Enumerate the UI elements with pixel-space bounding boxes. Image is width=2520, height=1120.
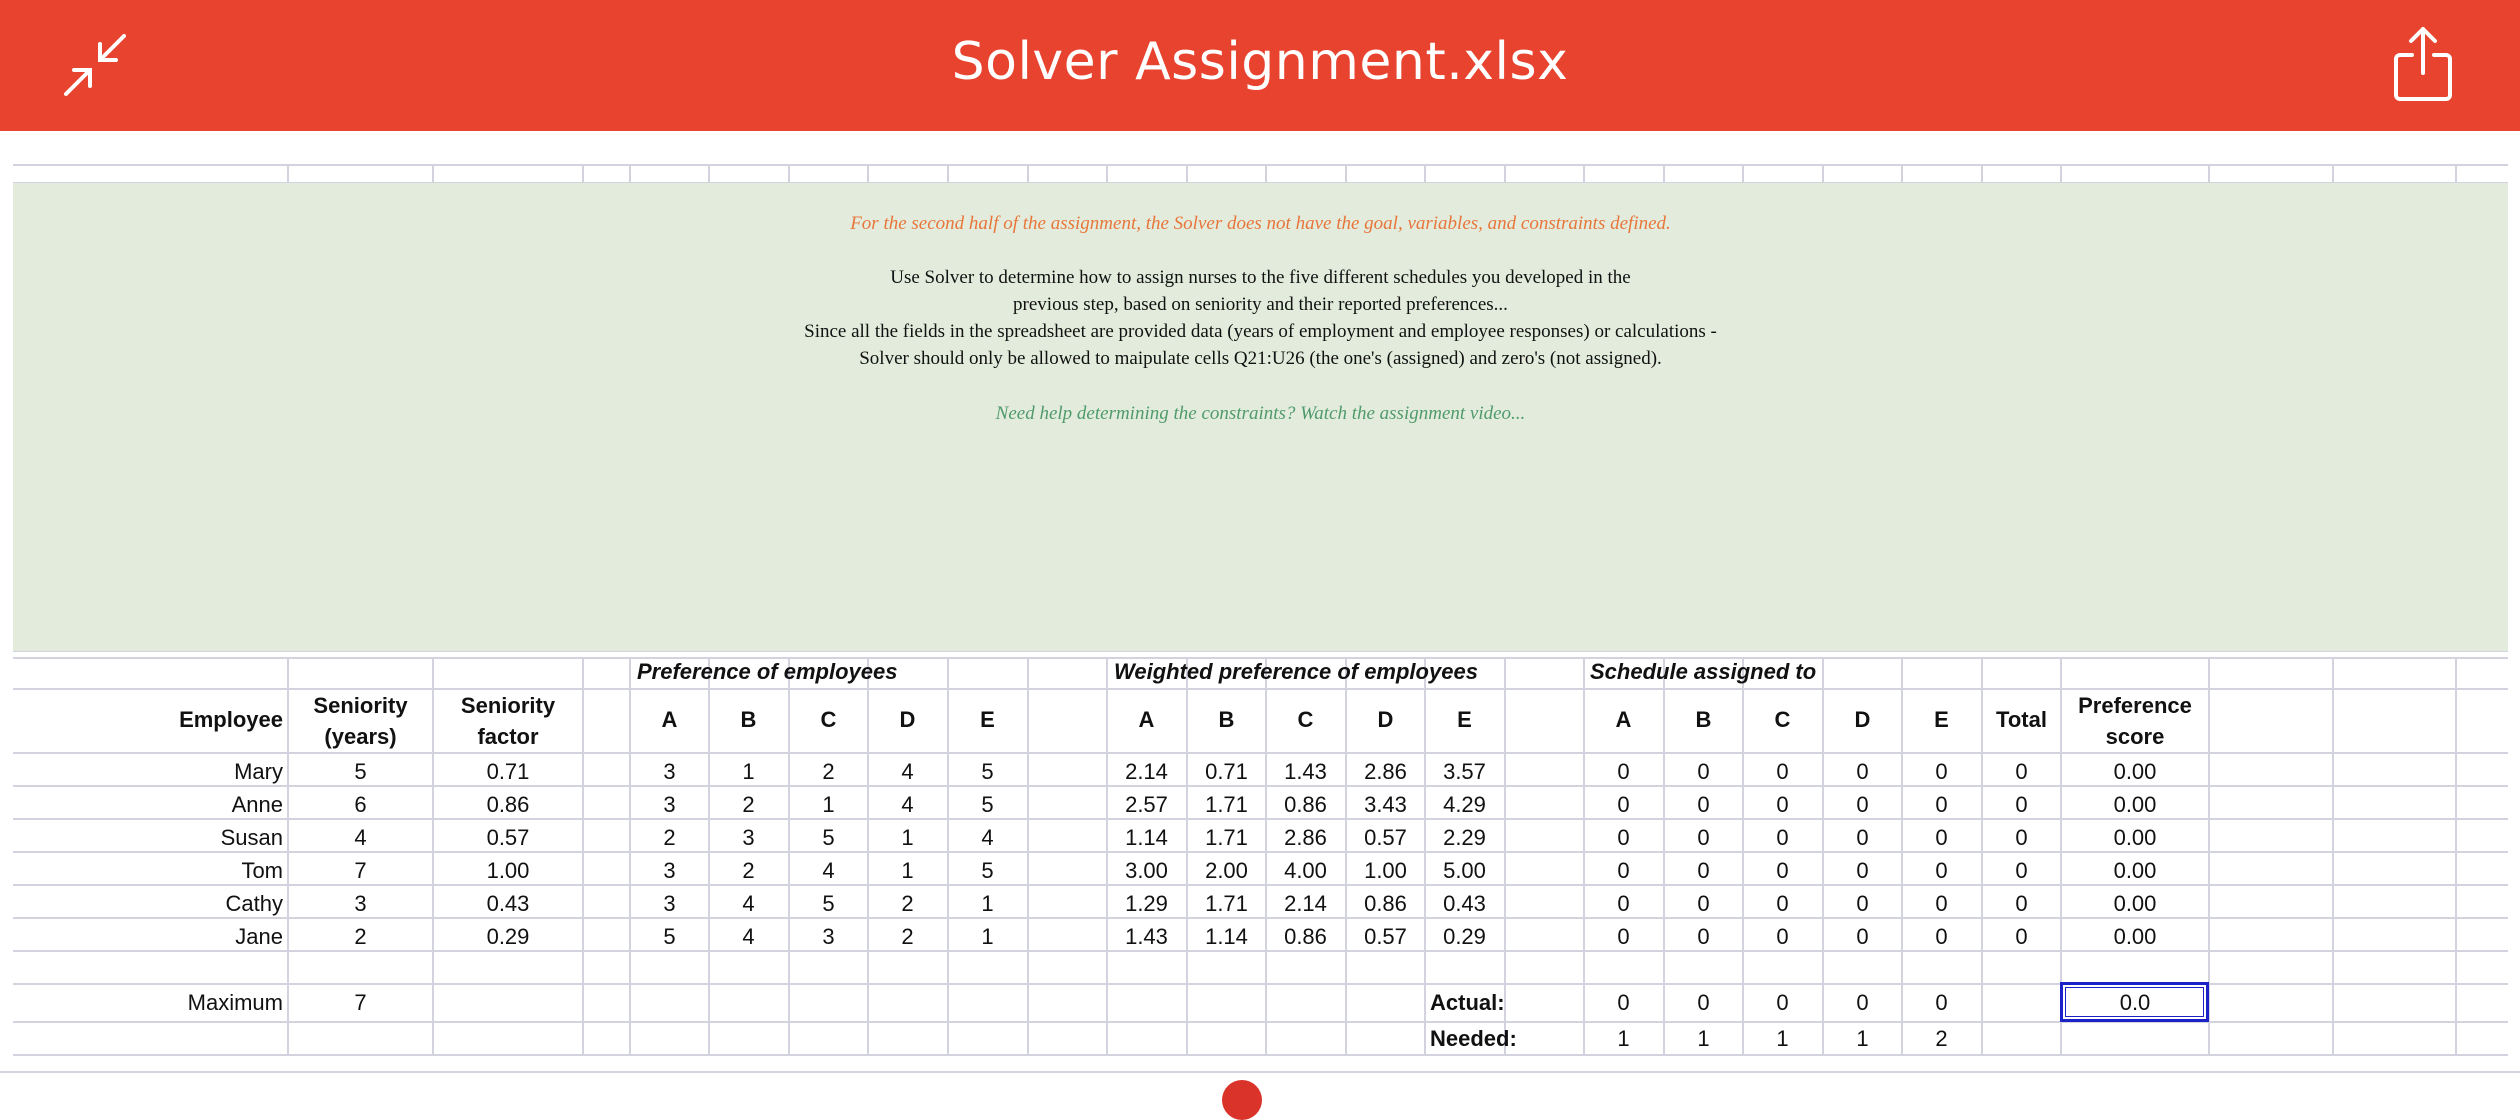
group-header-preference[interactable]: Preference of employees [637,659,898,684]
preference-cell[interactable]: 1 [822,792,835,817]
preference-cell[interactable]: 2 [742,792,755,817]
seniority-years-cell[interactable]: 5 [354,759,367,784]
schedule-assigned-cell[interactable]: 0 [1617,759,1630,784]
seniority-factor-cell[interactable]: 0.43 [486,891,530,916]
schedule-assigned-cell[interactable]: 0 [1697,924,1710,949]
maximum-label[interactable]: Maximum [187,990,283,1015]
seniority-years-cell[interactable]: 6 [354,792,367,817]
preference-cell[interactable]: 4 [742,891,755,916]
header-weighted-col-2[interactable]: C [1297,707,1314,732]
total-cell[interactable]: 0 [2015,858,2028,883]
schedule-assigned-cell[interactable]: 0 [1935,759,1948,784]
preference-cell[interactable]: 3 [742,825,755,850]
weighted-preference-cell[interactable]: 0.86 [1284,924,1327,949]
preference-cell[interactable]: 4 [742,924,755,949]
header-pref-col-1[interactable]: B [740,707,757,732]
weighted-preference-cell[interactable]: 2.86 [1284,825,1327,850]
header-seniority-factor-line2[interactable]: factor [477,724,539,749]
header-seniority-years-line1[interactable]: Seniority [313,693,408,718]
weighted-preference-cell[interactable]: 4.29 [1443,792,1486,817]
weighted-preference-cell[interactable]: 0.29 [1443,924,1486,949]
header-pref-col-0[interactable]: A [661,707,678,732]
weighted-preference-cell[interactable]: 1.71 [1205,825,1248,850]
total-cell[interactable]: 0 [2015,825,2028,850]
preference-cell[interactable]: 1 [901,825,914,850]
weighted-preference-cell[interactable]: 4.00 [1284,858,1327,883]
weighted-preference-cell[interactable]: 2.86 [1364,759,1407,784]
group-header-schedule[interactable]: Schedule assigned to [1590,659,1817,684]
header-preference-score-line2[interactable]: score [2105,724,2165,749]
weighted-preference-cell[interactable]: 0.86 [1364,891,1407,916]
seniority-years-cell[interactable]: 7 [354,858,367,883]
weighted-preference-cell[interactable]: 1.14 [1125,825,1168,850]
weighted-preference-cell[interactable]: 1.71 [1205,792,1248,817]
preference-cell[interactable]: 5 [981,759,994,784]
schedule-assigned-cell[interactable]: 0 [1617,858,1630,883]
schedule-assigned-cell[interactable]: 0 [1856,792,1869,817]
weighted-preference-cell[interactable]: 0.71 [1205,759,1248,784]
employee-name-cell[interactable]: Cathy [225,891,283,916]
weighted-preference-cell[interactable]: 0.86 [1284,792,1327,817]
actual-count-cell[interactable]: 0 [1697,990,1710,1015]
header-seniority-years-line2[interactable]: (years) [324,724,397,749]
actual-preference-score[interactable]: 0.0 [2119,990,2151,1015]
schedule-assigned-cell[interactable]: 0 [1776,858,1789,883]
preference-cell[interactable]: 5 [822,891,835,916]
page-indicator-icon[interactable] [1222,1080,1262,1120]
schedule-assigned-cell[interactable]: 0 [1697,792,1710,817]
weighted-preference-cell[interactable]: 1.00 [1364,858,1407,883]
header-weighted-col-0[interactable]: A [1138,707,1155,732]
header-schedule-col-3[interactable]: D [1854,707,1871,732]
schedule-assigned-cell[interactable]: 0 [1856,924,1869,949]
weighted-preference-cell[interactable]: 1.43 [1284,759,1327,784]
weighted-preference-cell[interactable]: 0.57 [1364,924,1407,949]
preference-cell[interactable]: 2 [742,858,755,883]
preference-cell[interactable]: 5 [663,924,676,949]
seniority-years-cell[interactable]: 4 [354,825,367,850]
header-weighted-col-1[interactable]: B [1218,707,1235,732]
schedule-assigned-cell[interactable]: 0 [1935,924,1948,949]
actual-count-cell[interactable]: 0 [1776,990,1789,1015]
preference-score-cell[interactable]: 0.00 [2113,825,2157,850]
header-schedule-col-1[interactable]: B [1695,707,1712,732]
needed-count-cell[interactable]: 1 [1856,1026,1869,1051]
banner-line-2: previous step, based on seniority and their reported preferences... [1013,294,1508,315]
preference-cell[interactable]: 4 [901,792,914,817]
preference-score-cell[interactable]: 0.00 [2113,891,2157,916]
banner-line-1: Use Solver to determine how to assign nurses to the five different schedules you developed in the [890,267,1631,288]
weighted-preference-cell[interactable]: 3.43 [1364,792,1407,817]
group-header-weighted[interactable]: Weighted preference of employees [1114,659,1478,684]
schedule-assigned-cell[interactable]: 0 [1697,891,1710,916]
seniority-years-cell[interactable]: 3 [354,891,367,916]
preference-cell[interactable]: 1 [981,891,994,916]
schedule-assigned-cell[interactable]: 0 [1935,891,1948,916]
schedule-assigned-cell[interactable]: 0 [1617,891,1630,916]
banner-help-link: Need help determining the constraints? Watch the assignment video... [995,403,1526,424]
weighted-preference-cell[interactable]: 3.00 [1125,858,1168,883]
schedule-assigned-cell[interactable]: 0 [1776,759,1789,784]
preference-cell[interactable]: 3 [663,858,676,883]
schedule-assigned-cell[interactable]: 0 [1935,858,1948,883]
actual-count-cell[interactable]: 0 [1935,990,1948,1015]
needed-count-cell[interactable]: 1 [1697,1026,1710,1051]
header-pref-col-3[interactable]: D [899,707,916,732]
preference-cell[interactable]: 3 [663,792,676,817]
schedule-assigned-cell[interactable]: 0 [1856,759,1869,784]
preference-score-cell[interactable]: 0.00 [2113,924,2157,949]
preference-cell[interactable]: 1 [981,924,994,949]
needed-count-cell[interactable]: 1 [1617,1026,1630,1051]
preference-cell[interactable]: 2 [663,825,676,850]
actual-label[interactable]: Actual: [1430,990,1505,1015]
schedule-assigned-cell[interactable]: 0 [1935,792,1948,817]
actual-count-cell[interactable]: 0 [1856,990,1869,1015]
seniority-years-cell[interactable]: 2 [354,924,367,949]
schedule-assigned-cell[interactable]: 0 [1776,792,1789,817]
preference-cell[interactable]: 4 [981,825,994,850]
weighted-preference-cell[interactable]: 1.71 [1205,891,1248,916]
schedule-assigned-cell[interactable]: 0 [1935,825,1948,850]
preference-cell[interactable]: 3 [663,759,676,784]
employee-name-cell[interactable]: Jane [235,924,283,949]
preference-score-cell[interactable]: 0.00 [2113,858,2157,883]
header-seniority-factor-line1[interactable]: Seniority [460,693,556,718]
preference-score-cell[interactable]: 0.00 [2113,759,2157,784]
seniority-factor-cell[interactable]: 0.71 [486,759,530,784]
schedule-assigned-cell[interactable]: 0 [1617,924,1630,949]
preference-cell[interactable]: 3 [663,891,676,916]
schedule-assigned-cell[interactable]: 0 [1697,858,1710,883]
header-schedule-col-0[interactable]: A [1615,707,1632,732]
header-weighted-col-3[interactable]: D [1377,707,1394,732]
employee-name-cell[interactable]: Anne [231,792,283,817]
header-employee[interactable]: Employee [179,707,283,732]
schedule-assigned-cell[interactable]: 0 [1856,825,1869,850]
employee-name-cell[interactable]: Susan [220,825,283,850]
total-cell[interactable]: 0 [2015,891,2028,916]
weighted-preference-cell[interactable]: 0.57 [1364,825,1407,850]
preference-cell[interactable]: 3 [822,924,835,949]
weighted-preference-cell[interactable]: 1.29 [1125,891,1168,916]
header-pref-col-2[interactable]: C [820,707,837,732]
banner-line-3: Since all the fields in the spreadsheet are provided data (years of employment and employee responses) or calculations - [804,321,1717,342]
weighted-preference-cell[interactable]: 2.00 [1205,858,1248,883]
schedule-assigned-cell[interactable]: 0 [1617,825,1630,850]
selected-cell-indicator[interactable] [2060,982,2209,1022]
banner-line-4: Solver should only be allowed to maipulate cells Q21:U26 (the one's (assigned) and zero's (not assigned). [859,348,1662,369]
document-title: Solver Assignment.xlsx [951,32,1569,92]
weighted-preference-cell[interactable]: 0.43 [1443,891,1486,916]
preference-cell[interactable]: 4 [822,858,835,883]
preference-cell[interactable]: 4 [901,759,914,784]
weighted-preference-cell[interactable]: 3.57 [1443,759,1486,784]
seniority-factor-cell[interactable]: 0.86 [486,792,530,817]
preference-cell[interactable]: 1 [901,858,914,883]
seniority-factor-cell[interactable]: 0.29 [486,924,530,949]
preference-cell[interactable]: 5 [822,825,835,850]
header-preference-score-line1[interactable]: Preference [2078,693,2192,718]
schedule-assigned-cell[interactable]: 0 [1697,759,1710,784]
schedule-assigned-cell[interactable]: 0 [1697,825,1710,850]
needed-count-cell[interactable]: 2 [1935,1026,1948,1051]
header-weighted-col-4[interactable]: E [1457,707,1472,732]
needed-count-cell[interactable]: 1 [1776,1026,1789,1051]
preference-cell[interactable]: 5 [981,858,994,883]
weighted-preference-cell[interactable]: 2.14 [1284,891,1327,916]
maximum-value[interactable]: 7 [354,990,367,1015]
banner-note: For the second half of the assignment, the Solver does not have the goal, variables, and constraints defined. [850,213,1671,234]
seniority-factor-cell[interactable]: 0.57 [486,825,530,850]
weighted-preference-cell[interactable]: 1.43 [1125,924,1168,949]
header-schedule-col-2[interactable]: C [1774,707,1791,732]
schedule-assigned-cell[interactable]: 0 [1856,891,1869,916]
weighted-preference-cell[interactable]: 5.00 [1443,858,1486,883]
header-pref-col-4[interactable]: E [980,707,995,732]
header-schedule-col-4[interactable]: E [1934,707,1949,732]
preference-cell[interactable]: 2 [822,759,835,784]
preference-cell[interactable]: 5 [981,792,994,817]
preference-cell[interactable]: 2 [901,924,914,949]
schedule-assigned-cell[interactable]: 0 [1856,858,1869,883]
schedule-assigned-cell[interactable]: 0 [1776,924,1789,949]
employee-name-cell[interactable]: Mary [234,759,283,784]
employee-name-cell[interactable]: Tom [241,858,283,883]
needed-label[interactable]: Needed: [1430,1026,1517,1051]
actual-count-cell[interactable]: 0 [1617,990,1630,1015]
preference-cell[interactable]: 2 [901,891,914,916]
header-total[interactable]: Total [1996,707,2047,732]
seniority-factor-cell[interactable]: 1.00 [486,858,530,883]
schedule-assigned-cell[interactable]: 0 [1776,825,1789,850]
weighted-preference-cell[interactable]: 2.57 [1125,792,1168,817]
weighted-preference-cell[interactable]: 2.29 [1443,825,1486,850]
preference-cell[interactable]: 1 [742,759,755,784]
total-cell[interactable]: 0 [2015,792,2028,817]
total-cell[interactable]: 0 [2015,924,2028,949]
weighted-preference-cell[interactable]: 2.14 [1125,759,1168,784]
total-cell[interactable]: 0 [2015,759,2028,784]
schedule-assigned-cell[interactable]: 0 [1617,792,1630,817]
instructions-banner[interactable] [13,183,2508,651]
schedule-assigned-cell[interactable]: 0 [1776,891,1789,916]
weighted-preference-cell[interactable]: 1.14 [1205,924,1248,949]
preference-score-cell[interactable]: 0.00 [2113,792,2157,817]
